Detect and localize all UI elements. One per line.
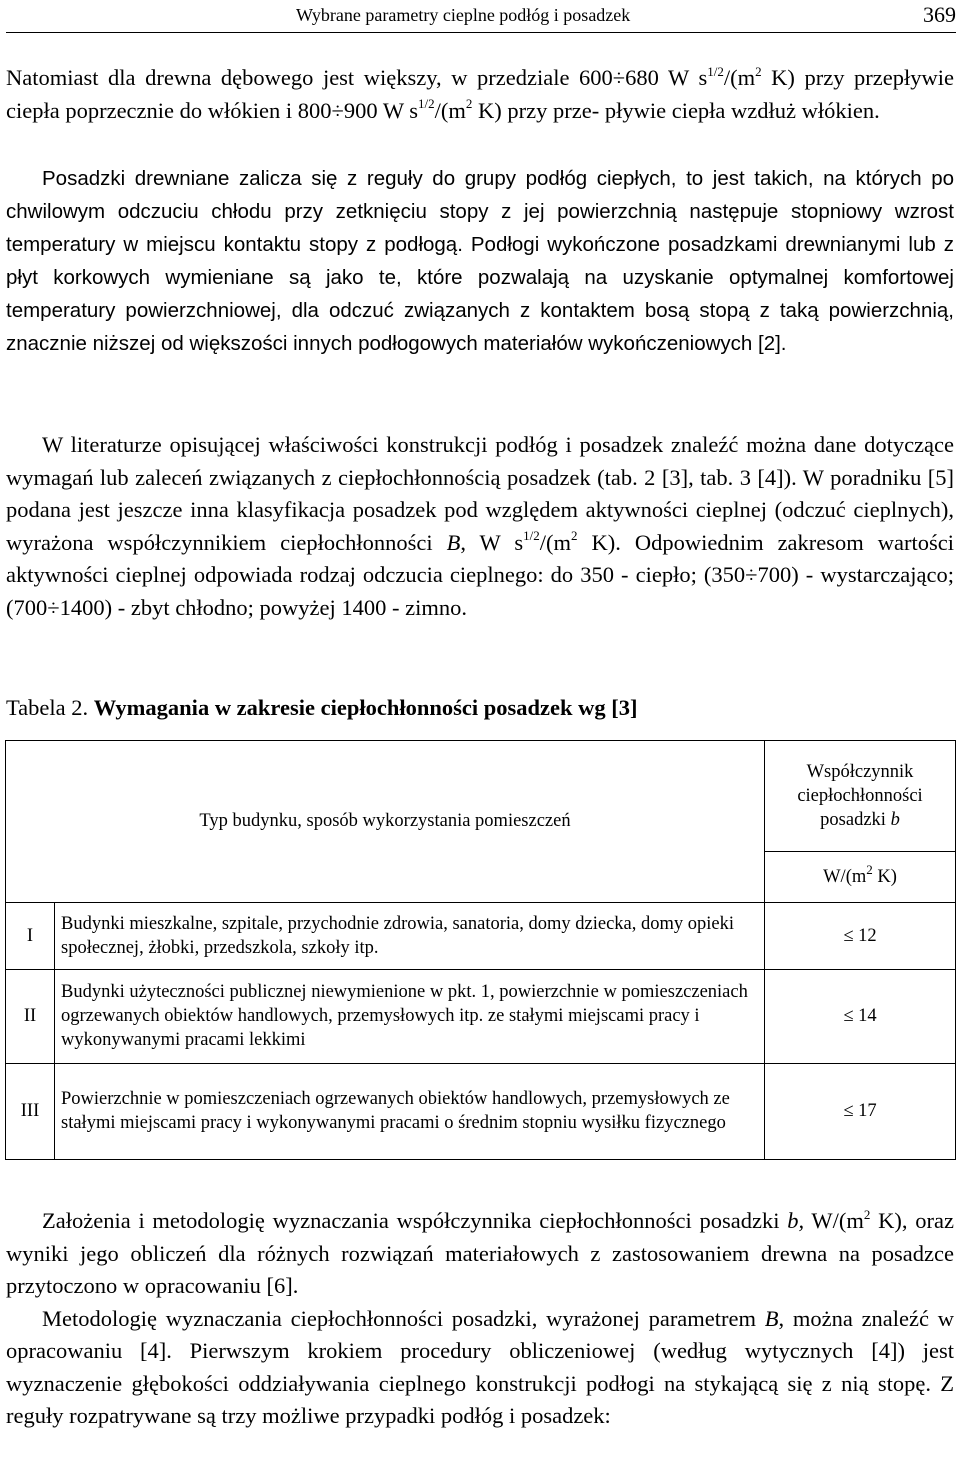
text-run: , można znaleźć w opracowaniu [4]. Pierwszym krokiem procedury obliczeniowej (według wytycznych [4]) jest wyznaczenie głębokości oddziaływania cieplnego konstrukcji podłogi na stykającą się z nią stopę. Z reguły rozpatrywane są trzy możliwe przypadki podłóg i posadzek: (6, 1305, 954, 1428)
text-run: Założenia i metodologię wyznaczania współczynnika ciepłochłonności posadzki (42, 1208, 788, 1233)
text-run: W/(m (804, 1208, 864, 1233)
intro-line2c: K) przy prze- (472, 97, 600, 123)
literature-paragraph (6, 429, 954, 624)
intro-text (6, 62, 954, 127)
paragraph-text: Posadzki drewniane zalicza się z reguły do grupy podłóg ciepłych, to jest takich, na których po chwilowym odczuciu chłodu przy zetknięciu stopy z jej powierzchnią następuje stopniowy wzrost temperatury w miejscu kontaktu stopy z podłogą. Podłogi wykończone posadzkami drewnianymi lub z płyt korkowych wymieniane są jako te, które pozwalają na uzyskanie optymalnej komfortowej temperatury powierzchniowej, dla odczuć związanych z kontaktem bosą stopą z taką powierzchnią, znacznie niższej od większości innych podłogowych materiałów wykończeniowych [2]. (6, 167, 954, 355)
sup: 2 (863, 1206, 871, 1222)
wood-floors-paragraph (6, 162, 954, 360)
intro-line2: przy przepływie ciepła poprzecznie do włókien i 800÷900 W s (6, 65, 954, 123)
row-description: Powierzchnie w pomieszczeniach ogrzewanych obiektów handlowych, przemysłowych ze stałymi miejscami pracy i wykonywanymi pracami o średnim stopniu wysiłku fizycznego (55, 1063, 765, 1159)
text-run: K) (872, 867, 897, 888)
running-header (6, 0, 956, 33)
sup: 2 (571, 528, 578, 543)
sup: 1/2 (707, 63, 724, 79)
table-caption (6, 695, 638, 721)
requirements-table (5, 740, 956, 1160)
header-unit (765, 852, 956, 903)
text-run: /(m (539, 529, 571, 555)
text-run: K), oraz wyniki jego obliczeń dla różnych rozwiązań materiałowych z zastosowaniem drewna na posadzce przytoczono w opracowaniu [6]. (6, 1208, 954, 1298)
intro-line1: Natomiast dla drewna dębowego jest większy, w przedziale 600÷680 W s (6, 65, 708, 90)
row-number: III (6, 1063, 55, 1159)
row-value: ≤ 17 (765, 1063, 956, 1159)
table-row (6, 969, 956, 1063)
sup: 2 (755, 63, 762, 79)
running-title: Wybrane parametry cieplne podłóg i posadzek (296, 5, 631, 25)
page-number: 369 (923, 2, 956, 27)
row-number: II (6, 969, 55, 1063)
header-coefficient (765, 741, 956, 852)
sup: 1/2 (418, 96, 435, 111)
symbol-B: B (764, 1305, 779, 1331)
header-coef-line1: Współczynnik (806, 762, 914, 783)
text-run: W literaturze opisującej właściwości konstrukcji podłóg i posadzek znaleźć można dane dotyczące wymagań lub zaleceń związanych z ciepłochłonnością posadzek (tab. 2 [3], tab. 3 [4]). W poradniku [5] podana jest jeszcze inna klasyfikacja posadzek pod względem aktywności cieplnej (odczuć cieplnych), wyrażona współczynnikiem ciepłochłonności (6, 432, 954, 555)
row-description: Budynki mieszkalne, szpitale, przychodnie zdrowia, sanatoria, domy dziecka, domy opieki społecznej, żłobki, przedszkola, szkoły itp. (55, 902, 765, 969)
sup: 1/2 (523, 528, 540, 543)
symbol-b: b (890, 810, 900, 831)
paragraph-text (6, 1205, 954, 1303)
sup: 2 (866, 861, 873, 877)
methodology-paragraph (6, 1303, 954, 1433)
row-description: Budynki użyteczności publicznej niewymienione w pkt. 1, powierzchnie w pomieszczeniach ogrzewanych obiektów handlowych, przemysłowych itp. ze stałymi miejscami pracy i wykonywanymi pracami lekkimi (55, 969, 765, 1063)
row-value: ≤ 12 (765, 902, 956, 969)
row-number: I (6, 902, 55, 969)
table-row (6, 902, 956, 969)
header-type: Typ budynku, sposób wykorzystania pomieszczeń (6, 741, 765, 903)
intro-line2b: /(m (434, 97, 466, 123)
text-run: Metodologię wyznaczania ciepłochłonności posadzki, wyrażonej parametrem (42, 1305, 765, 1331)
intro-line1b: /(m (723, 65, 756, 90)
symbol-b: b, (787, 1208, 805, 1233)
text-run: posadzki (820, 810, 891, 831)
text-run: K). Odpowiednim zakresom wartości aktywności cieplnej odpowiada rodzaj odczucia cieplnego: do 350 - ciepło; (350÷700) - wystarczająco; (700÷1400) - zbyt chłodno; powyżej 1400 - zimno. (6, 529, 954, 620)
intro-line3: pływie ciepła wzdłuż włókien. (604, 97, 880, 123)
header-coef-line2: ciepłochłonności (797, 786, 923, 807)
header-coef-line3 (771, 808, 949, 832)
sup: 2 (465, 96, 473, 111)
row-value: ≤ 14 (765, 969, 956, 1063)
intro-line1c: K) (761, 65, 795, 90)
caption-title: Wymagania w zakresie ciepłochłonności posadzek wg [3] (93, 695, 638, 720)
paragraph-text (6, 429, 954, 624)
text-run: W/(m (823, 867, 867, 888)
text-run: , W s (460, 529, 524, 555)
table-row (6, 1063, 956, 1159)
intro-paragraph (6, 62, 954, 127)
symbol-B: B (446, 529, 461, 555)
caption-label: Tabela 2. (6, 695, 94, 720)
assumptions-paragraph (6, 1205, 954, 1433)
table-header-row (6, 741, 956, 852)
